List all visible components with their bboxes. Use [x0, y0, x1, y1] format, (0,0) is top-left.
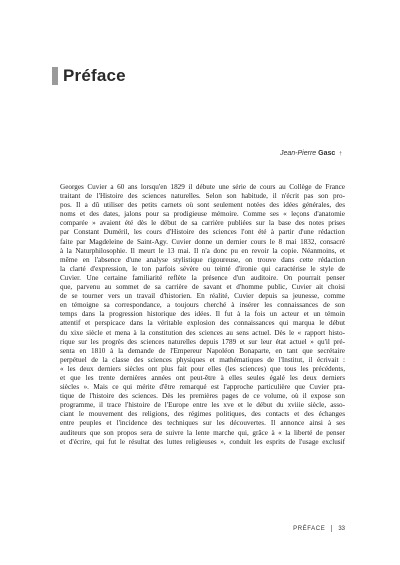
paragraph-line: « les deux derniers siècles ont plus fait pour elles (les sciences) que tous les précédents,: [60, 364, 345, 373]
paragraph-line: tique de l'histoire des sciences. Dès les premières pages de ce volume, où il expose son: [60, 392, 345, 401]
paragraph-line: en témoigne sa correspondance, a toujours cherché à insérer les connaissances de son: [60, 301, 345, 310]
paragraph-line: et que les trente dernières années ont peut-être à elles seules égalé les deux derniers: [60, 373, 345, 382]
heading-marker: [52, 67, 58, 85]
paragraph-line: et d'écrire, qui fut le résultat des luttes religieuses », conduit les esprits de l'usage exclusif: [60, 437, 345, 446]
author-last-name: Gasc: [318, 150, 336, 157]
paragraph-line: du xixe siècle et mena à la constitution des sciences au sens actuel. Dès le « rapport histo-: [60, 328, 345, 337]
page-number: 33: [338, 525, 345, 532]
paragraph-line: rique sur les progrès des sciences naturelles depuis 1789 et sur leur état actuel » qu'il pré-: [60, 337, 345, 346]
paragraph-line: de se tourner vers un travail d'historien. En réalité, Cuvier depuis sa jeunesse, comme: [60, 292, 345, 301]
paragraph-line: perpétuel de la classe des sciences physiques et mathématiques de l'Institut, il écrivait :: [60, 355, 345, 364]
author-first-name: Jean-Pierre: [280, 150, 317, 157]
running-footer-section: PRÉFACE: [293, 525, 326, 532]
paragraph-line: à la Naturphilosophie. Il meurt le 13 mai. Il n'a donc pu en revoir la copie. Néanmoins, et: [60, 246, 345, 255]
paragraph-line: temps dans la progression historique des idées. Il fut à la fois un acteur et un témoin: [60, 310, 345, 319]
page-title: Préface: [63, 66, 126, 85]
paragraph-line: attentif et perspicace dans la véritable explosion des connaissances qui marqua le début: [60, 319, 345, 328]
paragraph-line: traitant de l'Histoire des sciences naturelles. Selon son habitude, il n'écrit pas son pro-: [60, 192, 345, 201]
paragraph-line: noms et des dates, jalons pour sa prodigieuse mémoire. Comme ses « leçons d'anatomie: [60, 210, 345, 219]
paragraph-line: senta en 1810 à la demande de l'Empereur Napoléon Bonaparte, en tant que secrétaire: [60, 346, 345, 355]
footer-separator: [331, 525, 332, 532]
paragraph-line: programme, il trace l'histoire de l'Europe entre les xve et le début du xviiie siècle, asso-: [60, 401, 345, 410]
paragraph-line: Cuvier. Une certaine familiarité reflète la présence d'un auditoire. On pourrait penser: [60, 273, 345, 282]
paragraph-line: entre peuples et l'incidence des techniques sur les découvertes. Il annonce ainsi à ses: [60, 419, 345, 428]
paragraph-line: comparée » avaient été dès le début de sa carrière publiées sur la base des notes prises: [60, 219, 345, 228]
paragraph-line: pos. Il a dû utiliser des petits carnets où sont seulement notées des idées générales, des: [60, 201, 345, 210]
body-paragraph: [60, 183, 345, 447]
page-heading: [52, 66, 126, 86]
paragraph-line: la clarté d'expression, le ton parfois sévère ou teinté d'ironie qui caractérise le style de: [60, 264, 345, 273]
paragraph-line: auditeurs que son propos sera de suivre la lente marche qui, grâce à « la liberté de penser: [60, 428, 345, 437]
author-footnote-mark: †: [339, 151, 342, 157]
paragraph-line: ciant le mouvement des religions, des régimes politiques, des contacts et des échanges: [60, 410, 345, 419]
paragraph-line: faite par Magdeleine de Saint-Agy. Cuvier donne un dernier cours le 8 mai 1832, consacré: [60, 237, 345, 246]
paragraph-line: siècles ». Mais ce qui mérite d'être remarqué est l'approche particulière que Cuvier pra-: [60, 383, 345, 392]
paragraph-line: par Constant Duméril, les cours d'Histoire des sciences l'ont été à partir d'une rédaction: [60, 228, 345, 237]
page-footer: [293, 525, 345, 532]
paragraph-line: même en l'absence d'une analyse stylistique rigoureuse, on trouve dans cette rédaction: [60, 255, 345, 264]
author-line: [280, 150, 342, 157]
paragraph-line: Georges Cuvier a 60 ans lorsqu'en 1829 il débute une série de cours au Collège de France: [60, 183, 345, 191]
paragraph-line: que, parvenu au sommet de sa carrière de savant et d'homme public, Cuvier ait choisi: [60, 283, 345, 292]
